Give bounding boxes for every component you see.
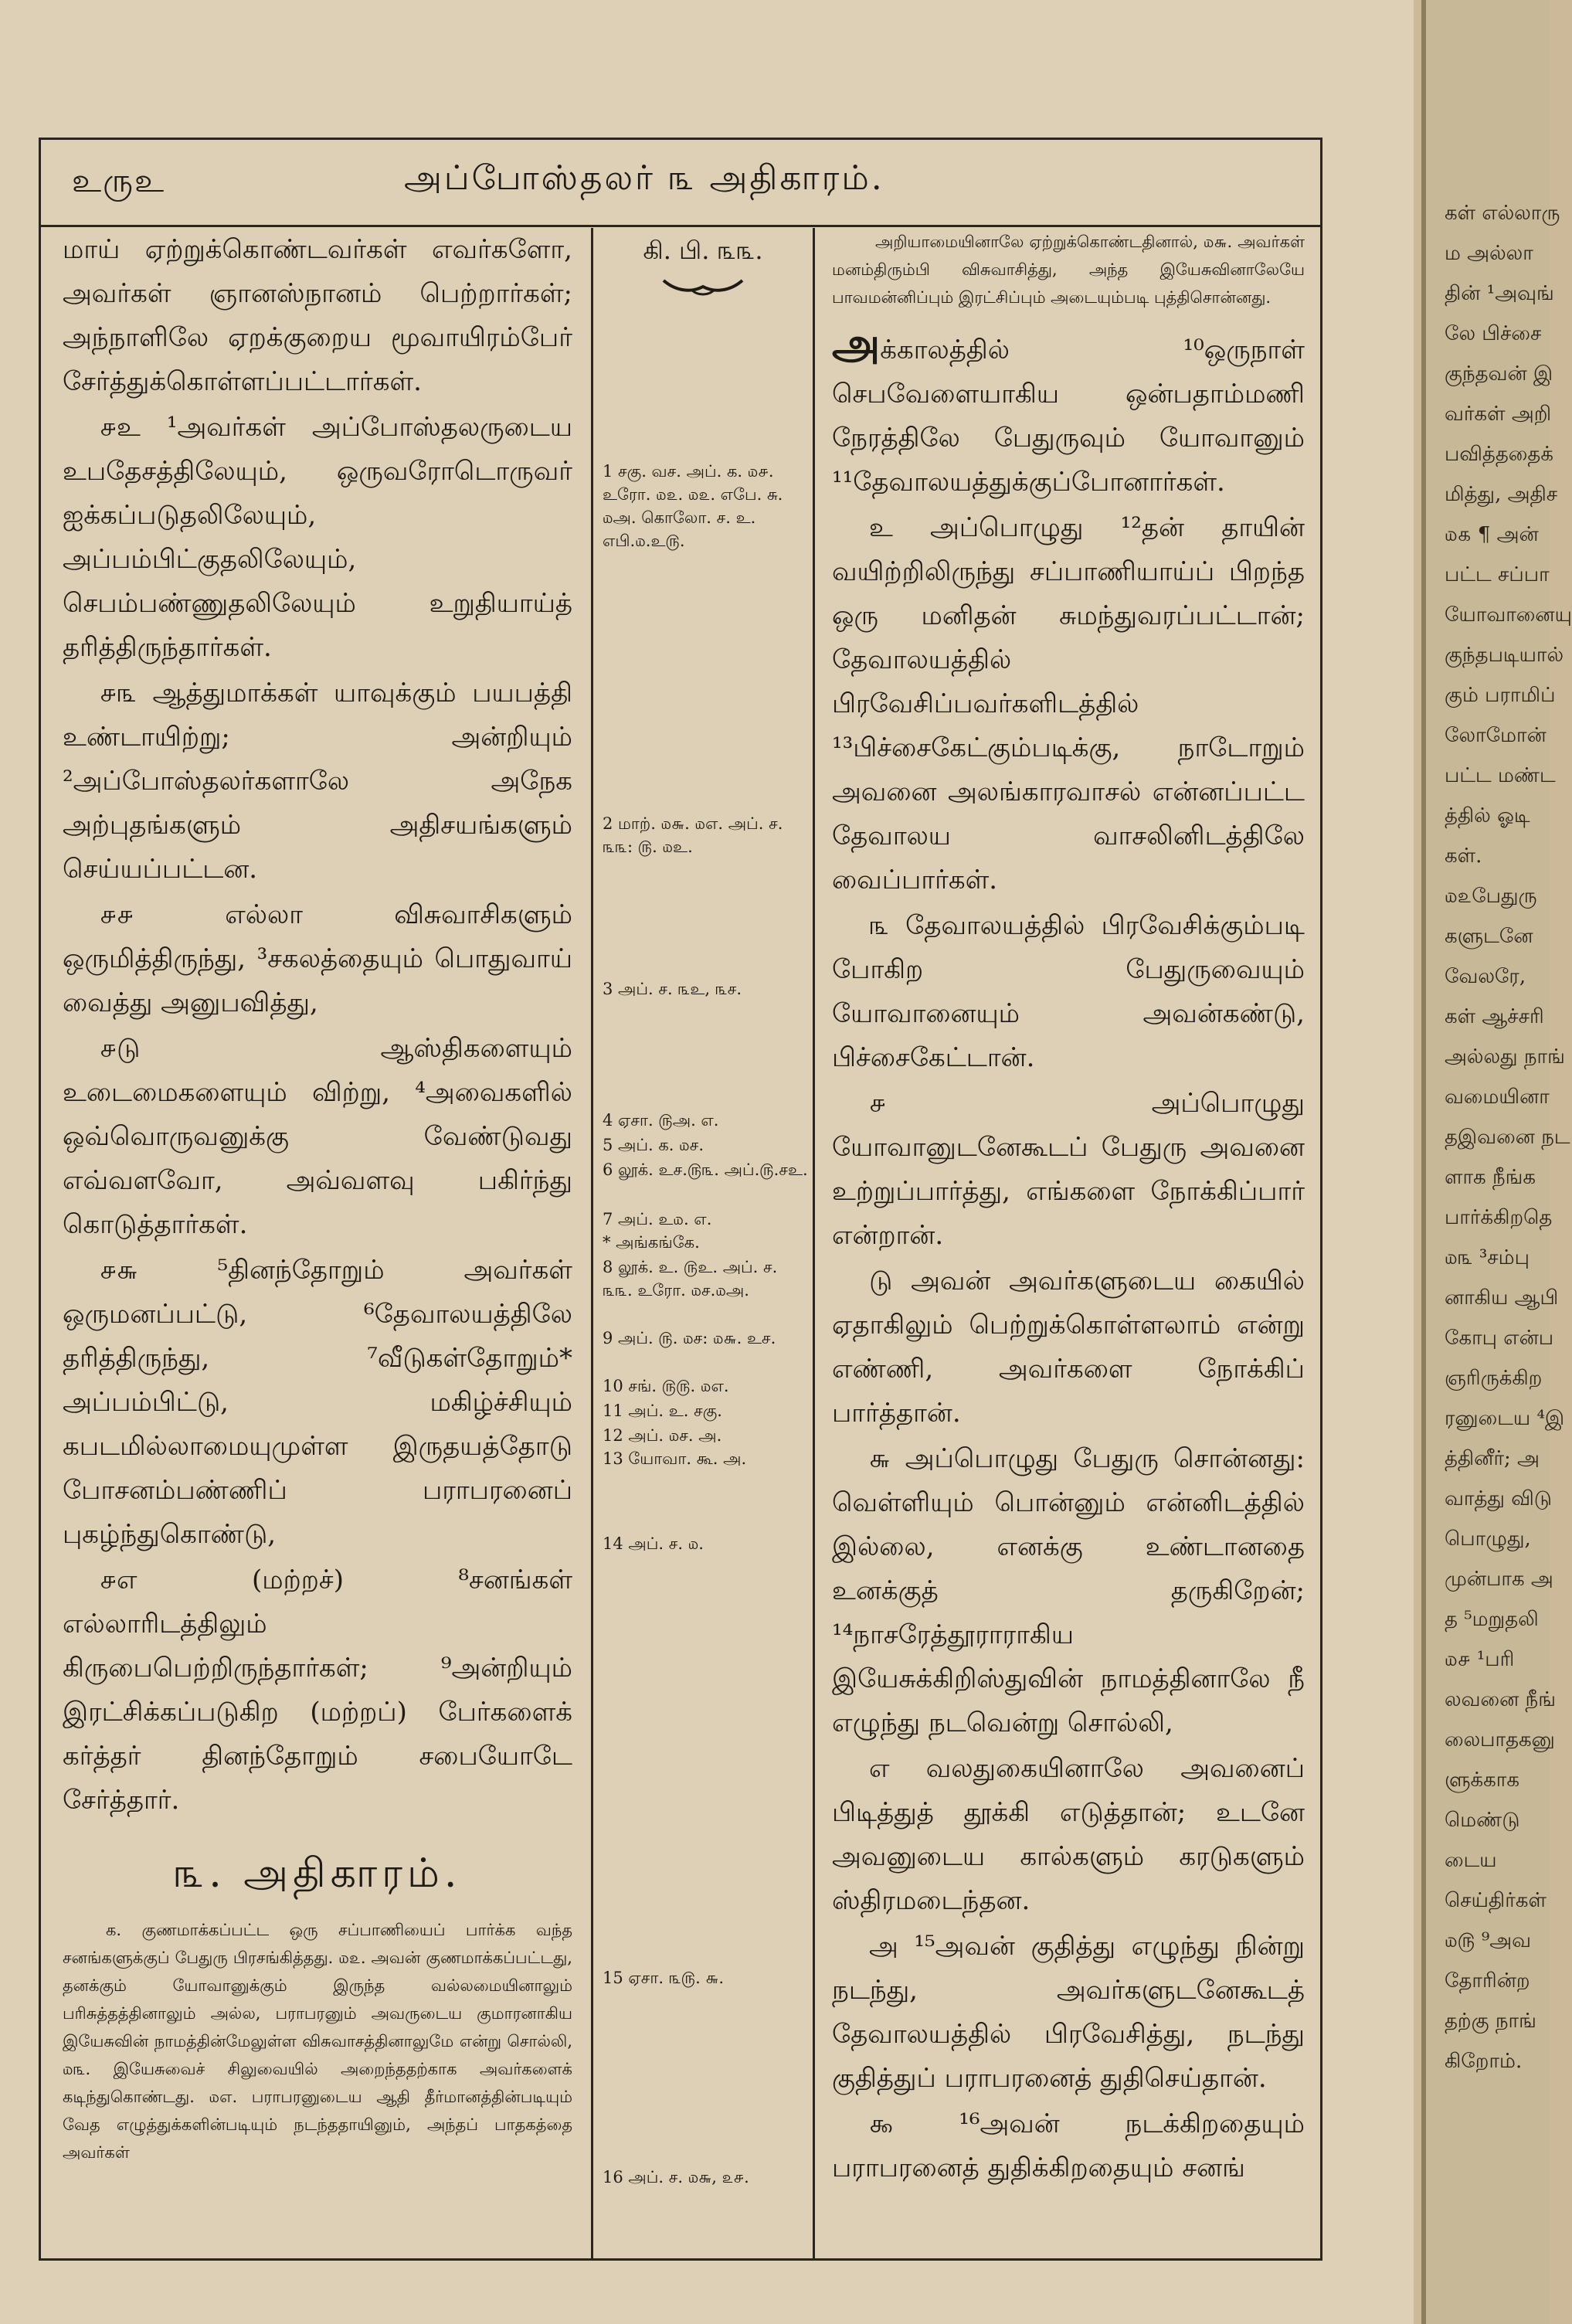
adjacent-page-line: னாகிய ஆபி [1445,1286,1559,1310]
adjacent-page-line: ம அல்லா [1445,242,1533,265]
chapter-heading: ௩. அதிகாரம். [173,1850,462,1897]
adjacent-page-line: வர்கள் அறி [1445,403,1552,426]
verse-47: ௪எ (மற்றச்) ⁸சனங்கள் எல்லாரிடத்திலும் கிருபைபெற்றிருந்தார்கள்; ⁹அன்றியும் இரட்சிக்கப்படுகிற (மற்றப்) பேர்களைக் கர்த்தர் தினந்தோறும் சபையோடே சேர்த்தார். [63,1565,572,1816]
adjacent-page-line: வாத்து விடு [1445,1487,1553,1510]
verse-1 [832,318,1305,505]
left-column [41,228,591,2258]
adjacent-page-line: பட்ட சப்பா [1445,563,1550,586]
adjacent-page-line: டைய [1445,1849,1497,1872]
adjacent-page-line: பார்க்கிறதெ [1445,1206,1553,1229]
adjacent-page-line: பொழுது, [1445,1527,1531,1551]
summary-continued: அறியாமையினாலே ஏற்றுக்கொண்டதினால், ௰௬. அவர்கள் மனம்திரும்பி விசுவாசித்து, அந்த இயேசுவினாலேயே பாவமன்னிப்பும் இரட்சிப்பும் அடையும்படி புத்திசொன்னது. [832,233,1305,307]
verse-continuation: மாய் ஏற்றுக்கொண்டவர்கள் எவர்களோ, அவர்கள் ஞானஸ்நானம் பெற்றார்கள்; அந்நாளிலே ஏறக்குறைய மூவாயிரம்பேர் சேர்த்துக்கொள்ளப்பட்டார்கள். [63,234,572,397]
adjacent-page-line: மெண்டு [1445,1809,1520,1832]
era-heading: கி. பி. ௩௩. [643,236,763,265]
reference-5: 5 அப். க. ௰ச. [603,1136,704,1154]
adjacent-page-line: கள் எல்லாரு [1445,202,1560,225]
adjacent-page-line: கள். [1445,844,1482,868]
adjacent-page-line: ளுக்காக [1445,1768,1520,1792]
verse-3: ௩ தேவாலயத்தில் பிரவேசிக்கும்படி போகிற பேதுருவையும் யோவானையும் அவன்கண்டு, பிச்சைகேட்டான். [832,910,1305,1073]
adjacent-page-line: கும் பராமிப் [1445,684,1556,707]
adjacent-page-line: வேலரே, [1445,965,1526,988]
verse-46: ௪௬ ⁵தினந்தோறும் அவர்கள் ஒருமனப்பட்டு, ⁶தேவாலயத்திலே தரித்திருந்து, ⁷வீடுகள்தோறும்* அப்பம்பிட்டு, மகிழ்ச்சியும் கபடமில்லாமையுமுள்ள இருதயத்தோடு போசனம்பண்ணிப் பராபரனைப் புகழ்ந்துகொண்டு, [63,1255,572,1550]
verse-6: ௬ அப்பொழுது பேதுரு சொன்னது: வெள்ளியும் பொன்னும் என்னிடத்தில் இல்லை, எனக்கு உண்டானதை உனக்குத் தருகிறேன்; ¹⁴நாசரேத்தூராராகிய இயேசுக்கிறிஸ்துவின் நாமத்தினாலே நீ எழுந்து நடவென்று சொல்லி, [832,1443,1305,1738]
chapter-summary: க. குணமாக்கப்பட்ட ஒரு சப்பாணியைப் பார்க்க வந்த சனங்களுக்குப் பேதுரு பிரசங்கித்தது. ௰௨. அவன் குணமாக்கப்பட்டது, தனக்கும் யோவானுக்கும் இருந்த வல்லமையினாலும் பரிசுத்தத்தினாலும் அல்ல, பராபரனும் அவருடைய குமாரனாகிய இயேசுவின் நாமத்தின்மேலுள்ள விசுவாசத்தினாலுமே என்று சொல்லி, ௰௩. இயேசுவைச் சிலுவையில் அறைந்ததற்காக அவர்களைக் கடிந்துகொண்டது. ௰எ. பராபரனுடைய ஆதி தீர்மானத்தின்படியும் வேத எழுத்துக்களின்படியும் நடந்ததாயினும், அந்தப் பாதகத்தை அவர்கள் [63,1921,572,2162]
adjacent-page-line: தின் ¹அவுங் [1445,282,1554,305]
adjacent-page-line: தற்கு நாங் [1445,2010,1536,2033]
adjacent-page-line: ரனுடைய ⁴இ [1445,1407,1565,1430]
adjacent-page-line: த ⁵மறுதலி [1445,1608,1539,1631]
reference-10: 10 சங். ௫௫. ௰எ. [603,1377,729,1395]
page-number: உருஉ [72,161,166,199]
page-header [41,140,1320,227]
adjacent-page-line: கிறோம். [1445,2050,1523,2073]
reference-4: 4 ஏசா. ௫அ. எ. [603,1111,719,1130]
adjacent-page-line: களுடனே [1445,925,1533,948]
adjacent-page-line: குந்தவன் இ [1445,362,1553,386]
adjacent-page-line: மித்து, அதிச [1445,483,1558,506]
verse-44: ௪௪ எல்லா விசுவாசிகளும் ஒருமித்திருந்து, ³சகலத்தையும் பொதுவாய் வைத்து அனுபவித்து, [63,899,572,1018]
adjacent-page-lines [1426,0,1572,2081]
verse-9: ௯ ¹⁶அவன் நடக்கிறதையும் பராபரனைத் துதிக்கிறதையும் சனங் [832,2108,1305,2183]
reference-9: 9 அப். ௫. ௰ச: ௰௬. உச. [603,1329,776,1347]
verse-4: ௪ அப்பொழுது யோவானுடனேகூடப் பேதுரு அவனை உற்றுப்பார்த்து, எங்களை நோக்கிப்பார் என்றான். [832,1088,1305,1251]
adjacent-page-line: லைபாதகனு [1445,1728,1555,1751]
adjacent-page-line: பட்ட மண்ட [1445,764,1556,787]
verse-5: டு அவன் அவர்களுடைய கையில் ஏதாகிலும் பெற்றுக்கொள்ளலாம் என்று எண்ணி, அவர்களை நோக்கிப் பார்த்தான். [832,1266,1305,1429]
verse-8: அ ¹⁵அவன் குதித்து எழுந்து நின்று நடந்து, அவர்களுடனேகூடத் தேவாலயத்தில் பிரவேசித்து, நடந்து குதித்துப் பராபரனைத் துதிசெய்தான். [832,1931,1305,2094]
verse-7: எ வலதுகையினாலே அவனைப் பிடித்துத் தூக்கி எடுத்தான்; உடனே அவனுடைய கால்களும் கரடுகளும் ஸ்திரமடைந்தன. [832,1753,1305,1916]
adjacent-page-line: த்தினீர்; அ [1445,1447,1540,1470]
drop-cap: அ [832,318,881,369]
adjacent-page-line: குந்தபடியால் [1445,644,1564,667]
adjacent-page-line: ௰௩ ³சம்பு [1445,1246,1530,1269]
reference-13: 13 யோவா. கூ. அ. [603,1449,747,1468]
reference-8: 8 லூக். உ. ௫உ. அப். ச. ௩௩. உரோ. ௰ச.௰அ. [603,1258,778,1300]
reference-column [591,228,815,2258]
reference-footnote: * அங்கங்கே. [603,1233,700,1252]
adjacent-page-line: செய்திர்கள் [1445,1889,1547,1912]
adjacent-page-line: லே பிச்சை [1445,322,1542,345]
verse-42: ௪உ ¹அவர்கள் அப்போஸ்தலருடைய உபதேசத்திலேயும், ஒருவரோடொருவர் ஐக்கப்படுதலிலேயும், அப்பம்பிட்குதலிலேயும், செபம்பண்ணுதலிலேயும் உறுதியாய்த் தரித்திருந்தார்கள். [63,412,572,663]
reference-15: 15 ஏசா. ௩௫. ௬. [603,1969,725,1987]
reference-1: 1 சகு. வச. அப். க. ௰௪. உரோ. ௰௨. ௰௨. எபே. சு. ௰அ. கொலோ. ச. உ. எபி.௰.உ௫. [603,462,783,550]
adjacent-page-line: வமையினா [1445,1086,1550,1109]
adjacent-page-line: ௰௧ ¶ அன் [1445,523,1539,546]
adjacent-page-line: ௰௨பேதுரு [1445,885,1537,908]
adjacent-page-line: ஞரிருக்கிற [1445,1367,1543,1390]
reference-12: 12 அப். ௰ச. அ. [603,1426,722,1445]
adjacent-page-line: ளாக நீங்க [1445,1166,1536,1189]
verse-45: ௪டு ஆஸ்திகளையும் உடைமைகளையும் விற்று, ⁴அவைகளில் ஒவ்வொருவனுக்கு வேண்டுவது எவ்வளவோ, அவ்வளவு பகிர்ந்து கொடுத்தார்கள். [63,1033,572,1240]
running-title: அப்போஸ்தலர் ௩ அதிகாரம். [404,158,884,198]
verse-1-text: க்காலத்தில் ¹⁰ஒருநாள் செபவேளையாகிய ஒன்பதாம்மணி நேரத்திலே பேதுருவும் யோவானும் ¹¹தேவாலயத்துக்குப்போனார்கள். [832,335,1305,498]
adjacent-page-line: கள் ஆச்சரி [1445,1005,1544,1028]
reference-16: 16 அப். ச. ௰௬, ௨௪. [603,2168,749,2186]
verse-2: உ அப்பொழுது ¹²தன் தாயின் வயிற்றிலிருந்து சப்பாணியாய்ப் பிறந்த ஒரு மனிதன் சுமந்துவரப்பட்டான்; தேவாலயத்தில் பிரவேசிப்பவர்களிடத்தில் ¹³பிச்சைகேட்கும்படிக்கு, நாடோறும் அவனை அலங்காரவாசல் என்னப்பட்ட தேவாலய வாசலினிடத்திலே வைப்பார்கள். [832,512,1305,895]
reference-6: 6 லூக். உச.௫௩. அப்.௫.சஉ. [603,1160,808,1179]
adjacent-page-line: பவித்ததைக் [1445,443,1553,466]
adjacent-page-line: யோவானையு [1445,603,1572,627]
reference-7: 7 அப். உ௰. எ. [603,1210,712,1228]
verse-43: ௪௩ ஆத்துமாக்கள் யாவுக்கும் பயபத்தி உண்டாயிற்று; அன்றியும் ²அப்போஸ்தலர்களாலே அநேக அற்புதங்களும் அதிசயங்களும் செய்யப்பட்டன. [63,678,572,885]
adjacent-page-line: ௰௫ ⁹அவ [1445,1929,1532,1952]
adjacent-page-line: லவனை நீங் [1445,1688,1556,1711]
adjacent-page-line: த்தில் ஓடி [1445,804,1530,827]
reference-14: 14 அப். ச. ௰. [603,1534,704,1553]
page-frame [39,138,1322,2261]
reference-3: 3 அப். ச. ௩உ, ௩ச. [603,980,742,998]
adjacent-page-line: அல்லது நாங் [1445,1045,1565,1069]
adjacent-page-line: லோமோன் [1445,724,1547,747]
adjacent-page-line: கோபு என்ப [1445,1327,1554,1350]
adjacent-page-edge [1421,0,1572,2324]
right-column [815,228,1320,2258]
adjacent-page-line: முன்பாக அ [1445,1568,1553,1591]
ornament-icon [660,276,745,299]
adjacent-page-line: ௰௪ ¹பரி [1445,1648,1515,1671]
reference-2: 2 மாற். ௰௬. ௰எ. அப். ச. ௩௩: ௫. ௰உ. [603,814,783,856]
adjacent-page-line: தோரின்ற [1445,1969,1530,1993]
adjacent-page-line: தஇவனை நட [1445,1126,1570,1149]
reference-11: 11 அப். உ. சகு. [603,1402,722,1420]
